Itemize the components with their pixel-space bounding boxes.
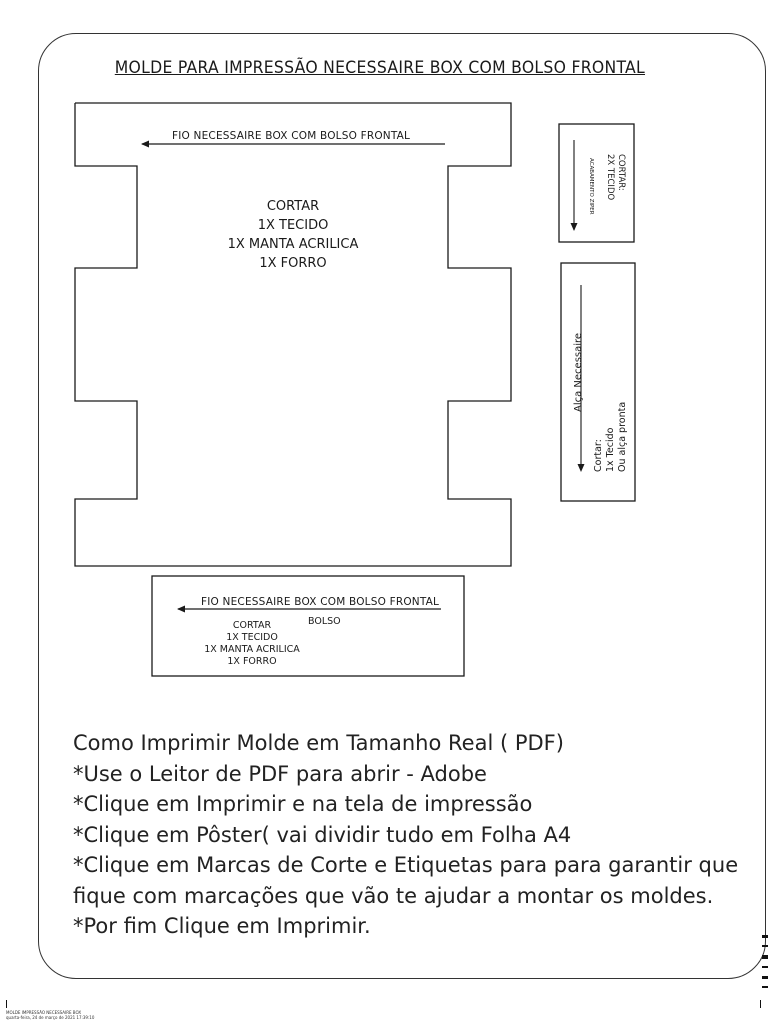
pocket-cut-line: 1X FORRO [227,656,277,667]
main-cut-line: CORTAR [266,199,320,214]
main-grain-label: FIO NECESSAIRE BOX COM BOLSO FRONTAL [172,130,411,142]
pocket-cut-line: 1X MANTA ACRILICA [204,644,300,655]
footer-line: MOLDE IMPRESSÃO NECESSAIRE BOX [6,1010,82,1015]
zipper-label [587,158,594,215]
main-cut-line: 1X MANTA ACRILICA [227,237,359,252]
pocket-cut-instructions [182,620,322,668]
handle-cut-line: Cortar: [593,439,604,472]
crop-mark [6,1000,7,1008]
instruction-step: *Clique em Imprimir e na tela de impressão [73,792,533,816]
print-footer [6,1010,94,1020]
pocket-cut-line: 1X TECIDO [226,632,278,643]
instruction-step: *Use o Leitor de PDF para abrir - Adobe [73,761,487,786]
crop-mark [760,1000,761,1008]
handle-cut-line: Ou alça pronta [617,401,628,472]
pocket-cut-line: CORTAR [232,620,272,631]
handle-cut-line: 1x Tecido [605,427,616,472]
main-cut-instructions [200,197,386,273]
handle-label: Alça Necessaire [573,332,584,412]
crop-mark [762,986,768,988]
handle-cut-instructions [593,402,629,472]
pocket-name: BOLSO [308,616,341,627]
crop-mark [762,976,768,979]
zipper-cut-instructions [604,154,626,200]
print-instructions [73,728,763,942]
page-title: MOLDE PARA IMPRESSÃO NECESSAIRE BOX COM BOLSO FRONTAL [114,58,646,78]
zipper-cut-line: 2X TECIDO [605,154,615,201]
zipper-cut-line: CORTAR: [616,154,626,191]
instructions-heading: Como Imprimir Molde em Tamanho Real ( PDF) [73,731,564,755]
crop-mark [762,945,768,947]
zipper-label-text: ACABAMENTO ZIPER [588,158,594,215]
instruction-step: *Clique em Pôster( vai dividir tudo em Folha A4 [73,822,572,847]
crop-mark [762,935,768,938]
crop-mark [762,966,768,968]
main-cut-line: 1X TECIDO [257,218,329,233]
crop-mark [762,955,768,959]
pocket-grain-label: FIO NECESSAIRE BOX COM BOLSO FRONTAL [201,596,440,608]
main-cut-line: 1X FORRO [259,256,327,271]
instruction-step: *Clique em Marcas de Corte e Etiquetas para para garantir que fique com marcações que vão te ajudar a montar os moldes. [73,853,739,908]
instruction-step: *Por fim Clique em Imprimir. [73,914,371,938]
footer-line: quarta-feira, 24 de março de 2021 17:39:10 [6,1015,95,1020]
